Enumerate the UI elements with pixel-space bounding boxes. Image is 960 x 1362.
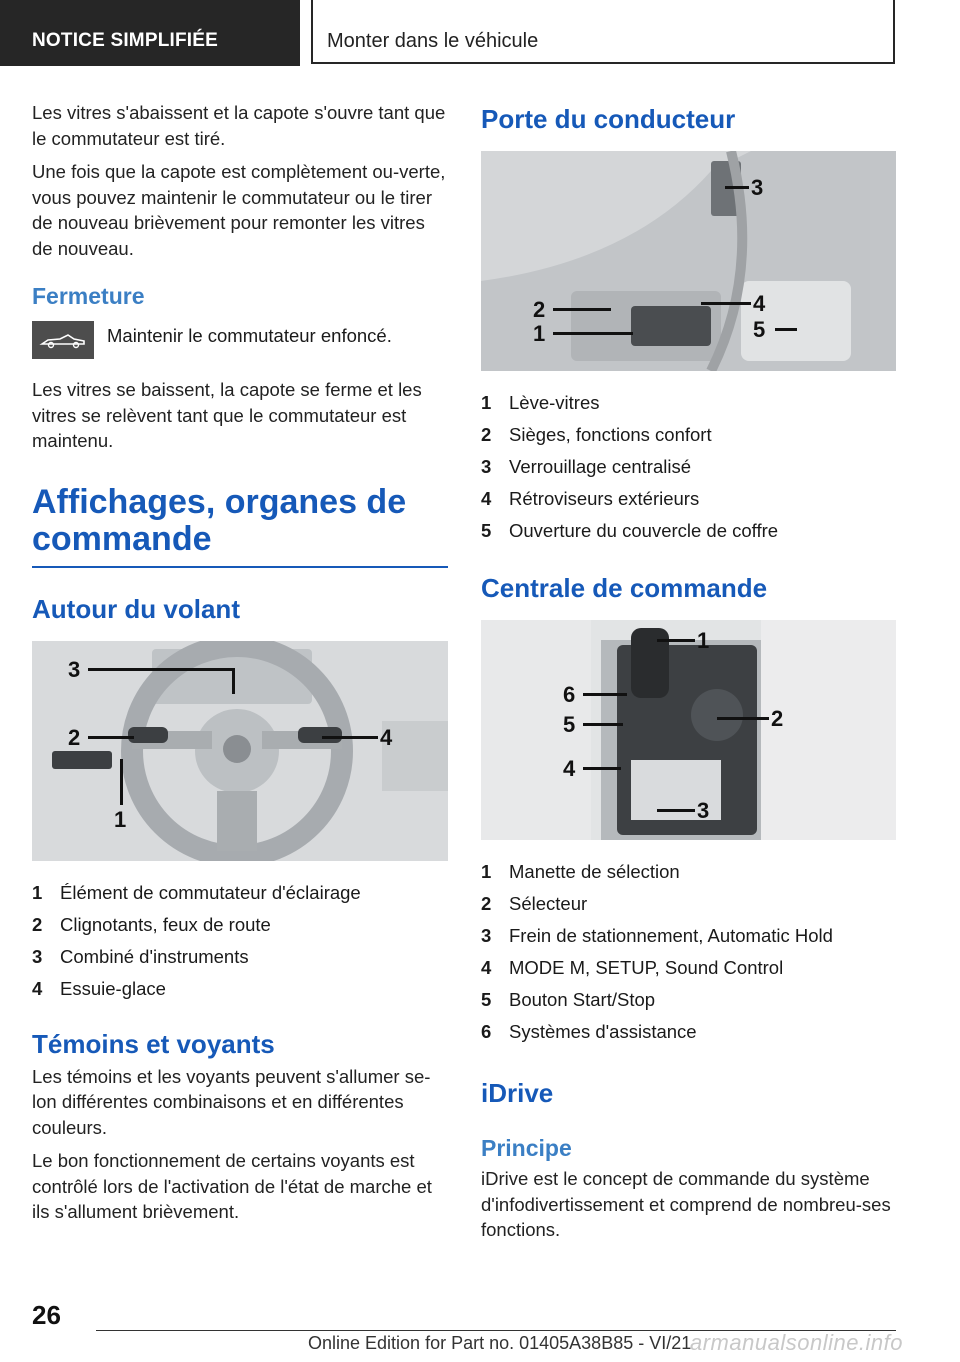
section-tab: NOTICE SIMPLIFIÉE	[0, 0, 300, 66]
callout-line	[120, 759, 123, 805]
paragraph: iDrive est le concept de commande du système d'infodivertissement et comprend de nombreu-ses fonctions.	[481, 1168, 891, 1240]
callout-4: 4	[380, 724, 393, 750]
callout-2: 2	[771, 706, 784, 731]
legend-item: 4 MODE M, SETUP, Sound Control	[481, 957, 784, 978]
wheel-heading: Autour du volant	[32, 593, 240, 624]
fermeture-note	[32, 320, 448, 359]
idrive-heading: iDrive	[481, 1078, 554, 1108]
callout-4: 4	[753, 291, 766, 316]
legend-item: 3 Frein de stationnement, Automatic Hold	[481, 925, 833, 946]
callout-line	[232, 668, 235, 694]
legend-item: 5 Ouverture du couvercle de coffre	[481, 520, 779, 541]
legend-item: 2 Sélecteur	[481, 893, 588, 914]
callout-line	[657, 809, 695, 812]
door-legend	[481, 387, 896, 547]
paragraph: Le bon fonctionnement de certains voyants est contrôlé lors de l'activation de l'état de marche et ils s'allument brièvement.	[32, 1150, 432, 1222]
page-header	[0, 0, 960, 66]
callout-line	[657, 639, 695, 642]
watermark: armanualsonline.info	[690, 1330, 904, 1355]
callout-3: 3	[68, 656, 81, 682]
callout-line	[88, 736, 134, 739]
paragraph: Les vitres s'abaissent et la capote s'ouvre tant que le commutateur est tiré.	[32, 102, 446, 149]
console-legend	[481, 856, 896, 1048]
legend-item: 1 Lève-vitres	[481, 392, 600, 413]
legend-item: 3 Verrouillage centralisé	[481, 456, 692, 477]
legend-item: 5 Bouton Start/Stop	[481, 989, 656, 1010]
callout-line	[725, 186, 749, 189]
callout-line	[583, 723, 623, 726]
paragraph: Les témoins et les voyants peuvent s'allumer se-lon différentes combinaisons et en différentes couleurs.	[32, 1065, 431, 1138]
convertible-icon	[32, 321, 94, 359]
callout-5: 5	[753, 317, 766, 342]
main-section-title: Affichages, organes de commande	[32, 482, 407, 558]
legend-item: 4 Rétroviseurs extérieurs	[481, 488, 700, 509]
callout-line	[701, 302, 751, 305]
callout-4: 4	[563, 756, 576, 781]
fermeture-heading: Fermeture	[32, 283, 145, 309]
right-column	[481, 100, 896, 1251]
edition-text: Online Edition for Part no. 01405A38B85 - VI/21	[308, 1333, 692, 1353]
callout-1: 1	[697, 628, 710, 653]
center-console-figure	[481, 620, 896, 840]
title-rule	[32, 566, 448, 568]
callout-3: 3	[697, 798, 710, 823]
page-number: 26	[32, 1300, 61, 1330]
callout-2: 2	[533, 297, 546, 322]
callout-line	[88, 668, 234, 671]
legend-item: 1 Élément de commutateur d'éclairage	[32, 881, 361, 903]
legend-item: 3 Combiné d'instruments	[32, 945, 249, 967]
legend-item: 4 Essuie-glace	[32, 977, 166, 999]
console-heading: Centrale de commande	[481, 573, 768, 603]
callout-1: 1	[533, 321, 546, 346]
callout-6: 6	[563, 682, 576, 707]
callout-line	[553, 308, 611, 311]
temoins-heading: Témoins et voyants	[32, 1028, 275, 1059]
callout-line	[583, 767, 621, 770]
door-heading: Porte du conducteur	[481, 104, 736, 134]
callout-1: 1	[114, 806, 127, 832]
left-column	[32, 100, 448, 1233]
callout-line	[775, 328, 797, 331]
legend-item: 6 Systèmes d'assistance	[481, 1021, 697, 1042]
callout-line	[717, 717, 769, 720]
callout-3: 3	[751, 175, 764, 200]
legend-item: 2 Clignotants, feux de route	[32, 913, 271, 935]
fermeture-note-text: Maintenir le commutateur enfoncé.	[107, 325, 392, 346]
callout-5: 5	[563, 712, 576, 737]
steering-wheel-figure	[32, 641, 448, 861]
paragraph: Les vitres se baissent, la capote se ferme et les vitres se relèvent tant que le commutateur est maintenu.	[32, 379, 422, 451]
callout-2: 2	[68, 724, 81, 750]
paragraph: Une fois que la capote est complètement ou-verte, vous pouvez maintenir le commutateur ou le tirer de nouveau brièvement pour remonter les vitres de nouveau.	[32, 161, 446, 259]
principe-heading: Principe	[481, 1135, 572, 1161]
legend-item: 1 Manette de sélection	[481, 861, 680, 882]
wheel-legend	[32, 877, 448, 1005]
driver-door-figure	[481, 151, 896, 371]
callout-line	[583, 693, 627, 696]
callout-line	[322, 736, 378, 739]
legend-item: 2 Sièges, fonctions confort	[481, 424, 712, 445]
callout-line	[553, 332, 633, 335]
chapter-title: Monter dans le véhicule	[311, 0, 895, 64]
